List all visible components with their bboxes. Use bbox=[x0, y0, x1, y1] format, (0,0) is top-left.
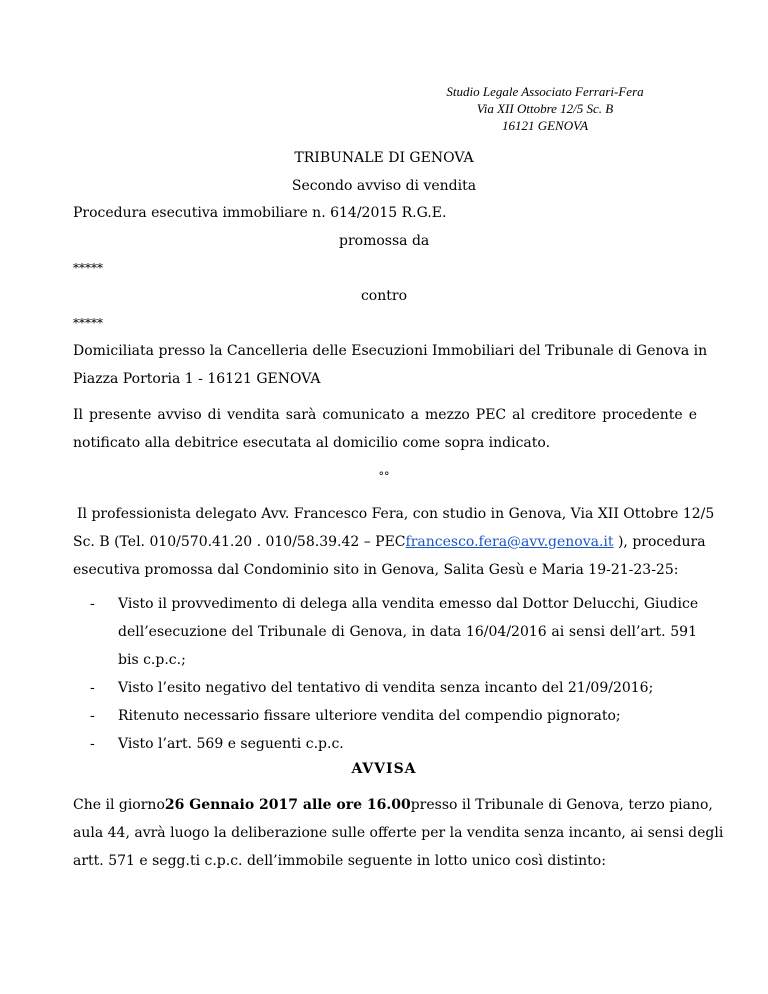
list-dash: - bbox=[90, 680, 95, 696]
avvisa-line-3: artt. 571 e segg.ti c.p.c. dell’immobile seguente in lotto unico così distinto: bbox=[73, 853, 606, 869]
delegate-line-2-tail: ), procedura bbox=[617, 534, 706, 550]
procedure-number: Procedura esecutiva immobiliare n. 614/2015 R.G.E. bbox=[73, 205, 447, 221]
delegate-line-3: esecutiva promossa dal Condominio sito in Genova, Salita Gesù e Maria 19-21-23-25: bbox=[73, 562, 679, 578]
avvisa-line-1-start: Che il giorno bbox=[73, 797, 165, 813]
section-separator: °° bbox=[378, 470, 390, 483]
avvisa-line-1-end: presso il Tribunale di Genova, terzo piano, bbox=[410, 797, 713, 813]
avvisa-line-2: aula 44, avrà luogo la deliberazione sulle offerte per la vendita senza incanto, ai sensi degli bbox=[73, 825, 724, 841]
delegate-line-1: Il professionista delegato Avv. Francesco Fera, con studio in Genova, Via XII Ottobre 12/5 bbox=[77, 506, 715, 522]
studio-address: Via XII Ottobre 12/5 Sc. B bbox=[476, 101, 614, 116]
list-item-1-line-3: bis c.p.c.; bbox=[118, 652, 186, 668]
domicile-line-2: Piazza Portoria 1 - 16121 GENOVA bbox=[73, 371, 321, 387]
list-item-4: Visto l’art. 569 e seguenti c.p.c. bbox=[118, 736, 344, 752]
promoted-by-label: promossa da bbox=[339, 233, 430, 249]
list-item-1-line-1: Visto il provvedimento di delega alla vendita emesso dal Dottor Delucchi, Giudice bbox=[118, 596, 699, 612]
list-dash: - bbox=[90, 736, 95, 752]
list-item-1-line-2: dell’esecuzione del Tribunale di Genova, in data 16/04/2016 ai sensi dell’art. 591 bbox=[118, 624, 697, 640]
debtor-redacted: ***** bbox=[73, 316, 103, 330]
avvisa-heading: AVVISA bbox=[351, 761, 417, 777]
notification-line-2: notificato alla debitrice esecutata al domicilio come sopra indicato. bbox=[73, 435, 551, 451]
auction-date: 26 Gennaio 2017 alle ore 16.00 bbox=[164, 797, 411, 813]
studio-name: Studio Legale Associato Ferrari-Fera bbox=[446, 84, 644, 99]
list-dash: - bbox=[90, 708, 95, 724]
avvisa-line-1 bbox=[73, 797, 713, 813]
notification-line-1: Il presente avviso di vendita sarà comunicato a mezzo PEC al creditore procedente e bbox=[73, 407, 697, 423]
studio-city: 16121 GENOVA bbox=[501, 118, 589, 133]
notice-title: Secondo avviso di vendita bbox=[291, 178, 477, 194]
domicile-line-1: Domiciliata presso la Cancelleria delle Esecuzioni Immobiliari del Tribunale di Genova in bbox=[73, 343, 708, 359]
delegate-contacts: Sc. B (Tel. 010/570.41.20 . 010/58.39.42 – PEC bbox=[73, 534, 406, 550]
list-item-3: Ritenuto necessario fissare ulteriore vendita del compendio pignorato; bbox=[118, 708, 621, 724]
list-dash: - bbox=[90, 596, 95, 612]
creditor-redacted: ***** bbox=[73, 261, 103, 275]
delegate-email-group bbox=[406, 534, 706, 550]
list-item-2: Visto l’esito negativo del tentativo di vendita senza incanto del 21/09/2016; bbox=[118, 680, 654, 696]
delegate-line-2 bbox=[73, 534, 706, 550]
pec-email-link[interactable]: francesco.fera@avv.genova.it bbox=[405, 534, 614, 550]
court-title: TRIBUNALE DI GENOVA bbox=[294, 150, 474, 166]
against-label: contro bbox=[360, 288, 408, 304]
